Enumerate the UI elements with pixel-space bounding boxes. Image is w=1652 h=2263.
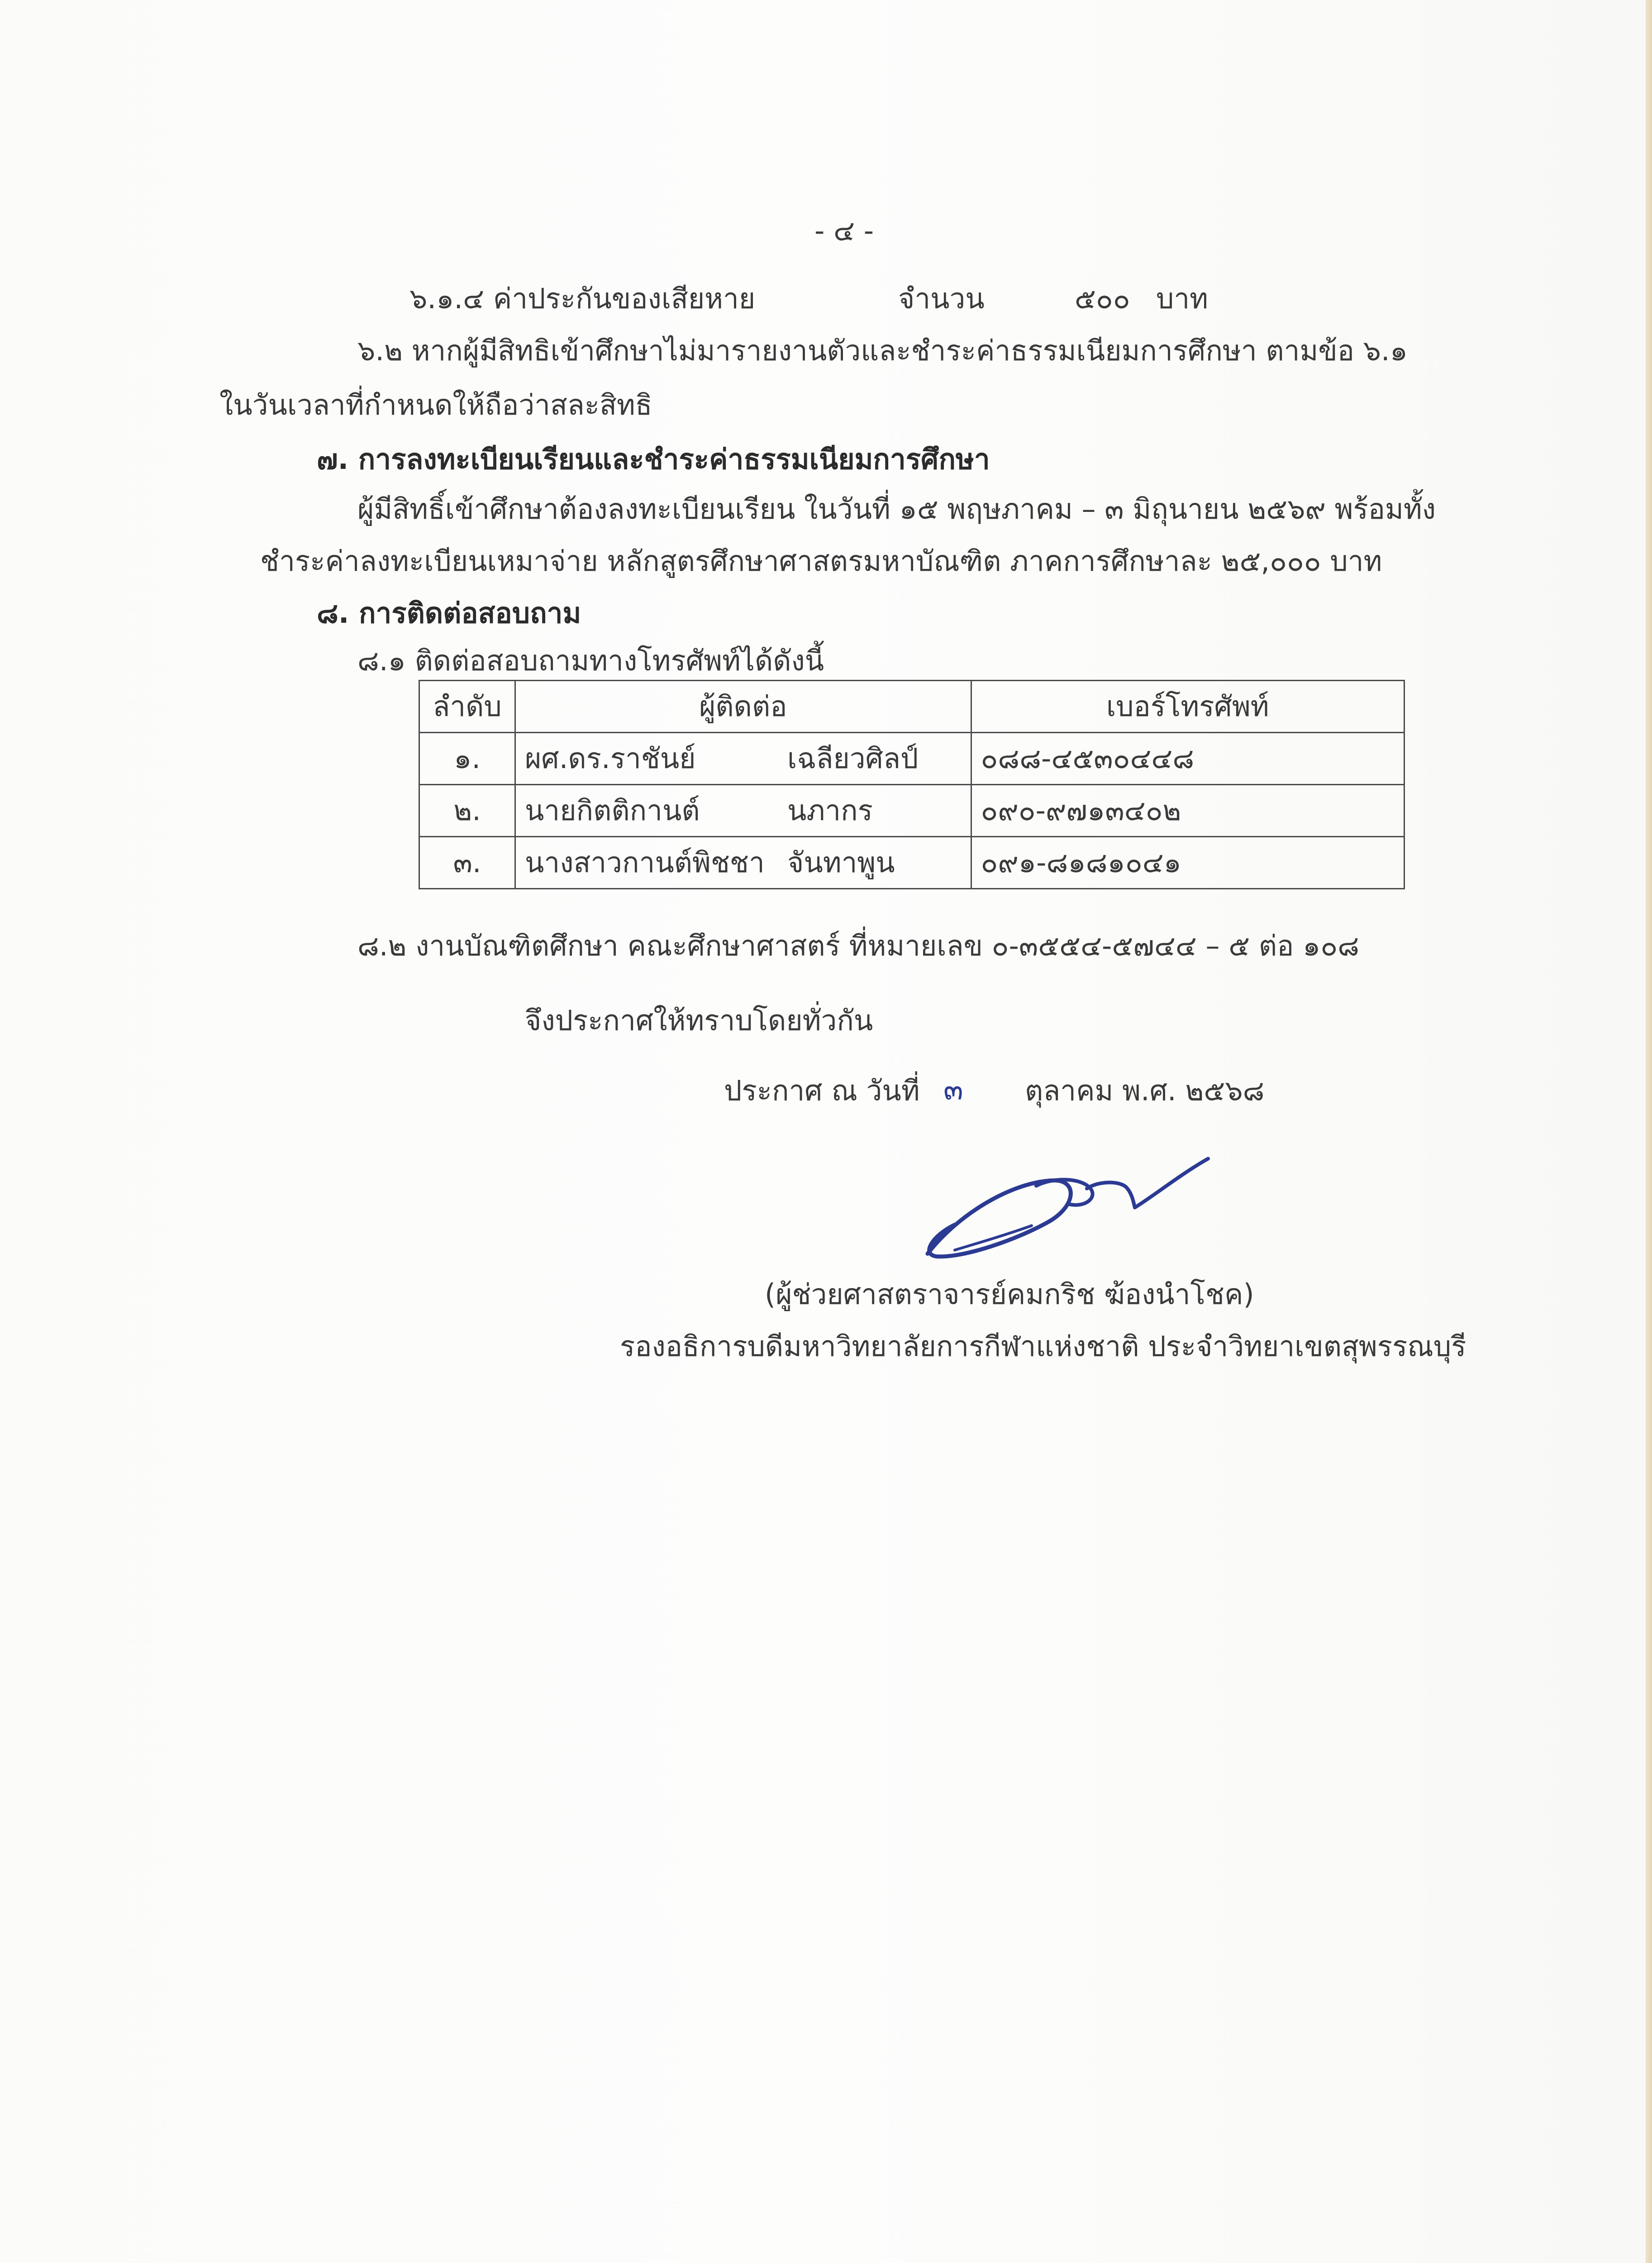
announce-date-day: ๓ [943,1073,963,1107]
row-phone: ๐๙๑-๘๑๘๑๐๔๑ [971,837,1404,889]
contact-last-name: เฉลียวศิลป์ [787,742,919,775]
announce-date-month-year: ตุลาคม พ.ศ. ๒๕๖๘ [1025,1074,1265,1107]
contact-first-name: ผศ.ดร.ราชันย์ [525,742,696,775]
contact-table-header [419,681,1404,733]
table-row [419,785,1404,837]
row-contact [515,733,971,785]
section-7-line-2: ชำระค่าลงทะเบียนเหมาจ่าย หลักสูตรศึกษาศาสตรมหาบัณฑิต ภาคการศึกษาละ ๒๕,๐๐๐ บาท [260,544,1382,578]
fee-item-label: ๖.๑.๔ ค่าประกันของเสียหาย [409,282,756,315]
signatory-position: รองอธิการบดีมหาวิทยาลัยการกีฬาแห่งชาติ ประจำวิทยาเขตสุพรรณบุรี [620,1330,1466,1363]
section-7-heading: ๗. การลงทะเบียนเรียนและชำระค่าธรรมเนียมการศึกษา [317,443,990,476]
row-contact [515,837,971,889]
row-phone: ๐๘๘-๔๕๓๐๔๔๘ [971,733,1404,785]
contact-table [419,680,1405,889]
row-order: ๓. [419,837,515,889]
contact-first-name: นางสาวกานต์พิชชา [525,846,765,879]
header-order: ลำดับ [419,681,515,733]
section-8-heading: ๘. การติดต่อสอบถาม [317,597,581,630]
page-number: - ๔ - [814,214,874,247]
table-row [419,837,1404,889]
row-order: ๒. [419,785,515,837]
table-row [419,733,1404,785]
clause-6-2-line-2: ในวันเวลาที่กำหนดให้ถือว่าสละสิทธิ [219,388,652,421]
closing-statement: จึงประกาศให้ทราบโดยทั่วกัน [525,1004,873,1037]
header-phone: เบอร์โทรศัพท์ [971,681,1404,733]
header-contact: ผู้ติดต่อ [515,681,971,733]
row-contact [515,785,971,837]
row-order: ๑. [419,733,515,785]
fee-item-qty-label: จำนวน [898,282,985,315]
handwritten-signature [919,1145,1217,1263]
paper-edge-right [1646,0,1652,2263]
signatory-name: (ผู้ช่วยศาสตราจารย์คมกริช ฆ้องนำโชค) [765,1278,1254,1311]
fee-item-amount: ๕๐๐ [1075,282,1130,315]
announce-date-prefix: ประกาศ ณ วันที่ [724,1074,920,1107]
contact-last-name: จันทาพูน [787,846,895,879]
section-8-2-text: ๘.๒ งานบัณฑิตศึกษา คณะศึกษาศาสตร์ ที่หมายเลข ๐-๓๕๕๔-๕๗๔๔ – ๕ ต่อ ๑๐๘ [357,929,1360,962]
fee-item-unit: บาท [1156,282,1209,315]
row-phone: ๐๙๐-๙๗๑๓๔๐๒ [971,785,1404,837]
section-8-1-text: ๘.๑ ติดต่อสอบถามทางโทรศัพท์ได้ดังนี้ [357,644,824,677]
contact-last-name: นภากร [787,794,873,827]
section-7-line-1: ผู้มีสิทธิ์เข้าศึกษาต้องลงทะเบียนเรียน ในวันที่ ๑๕ พฤษภาคม – ๓ มิถุนายน ๒๕๖๙ พร้อมทั้ง [357,492,1436,525]
clause-6-2-line-1: ๖.๒ หากผู้มีสิทธิเข้าศึกษาไม่มารายงานตัวและชำระค่าธรรมเนียมการศึกษา ตามข้อ ๖.๑ [357,334,1408,367]
contact-first-name: นายกิตติกานต์ [525,794,700,827]
